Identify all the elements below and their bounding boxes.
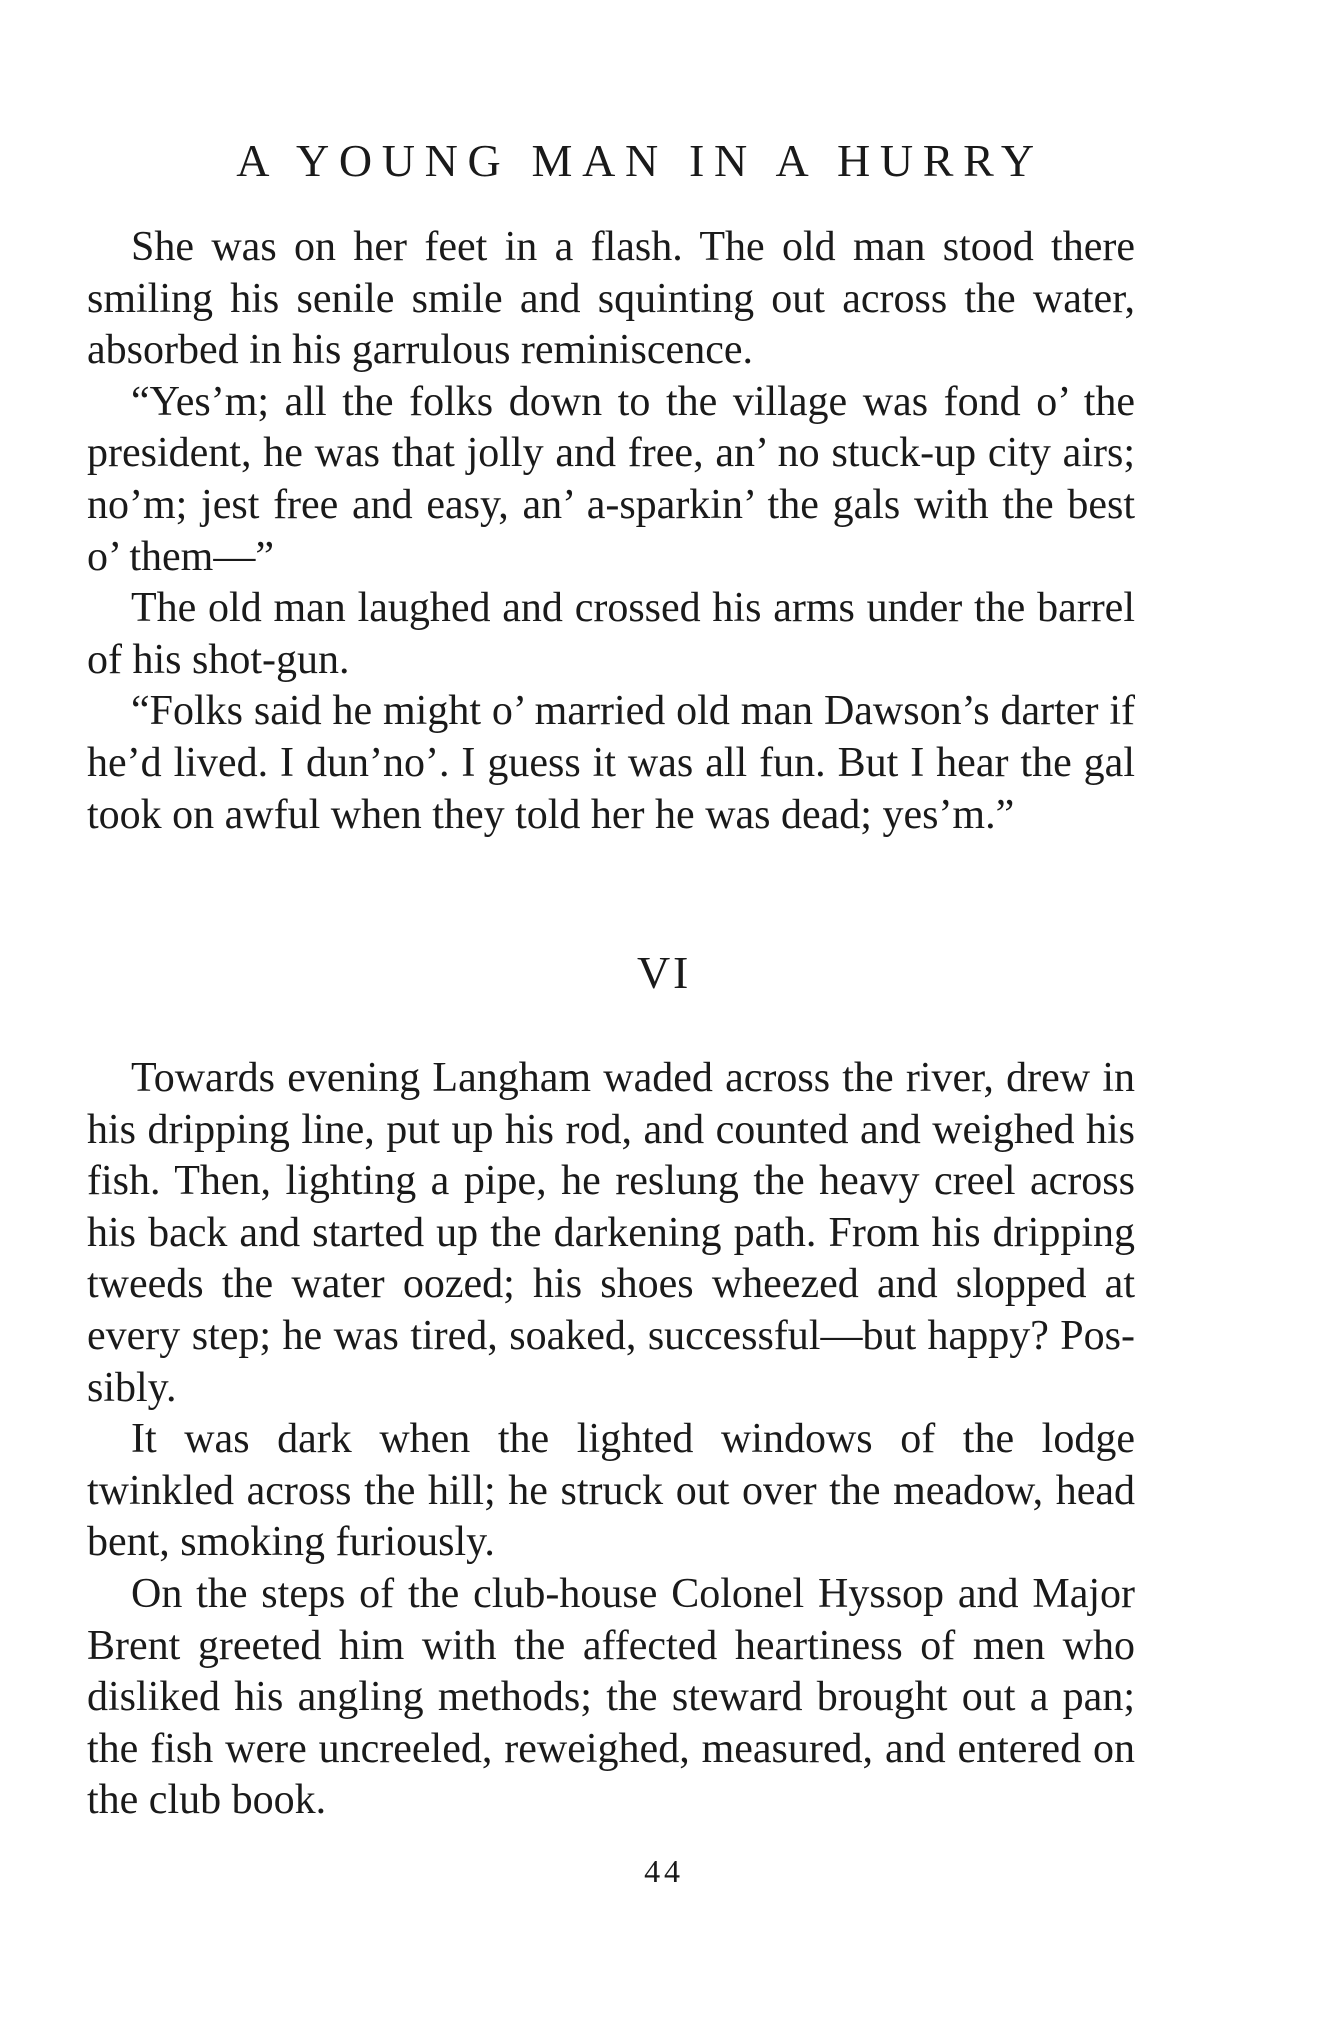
page-number: 44 [644,1853,684,1889]
text-block-after-chapter [87,1053,1135,1827]
paragraph: “Folks said he might o’ married old man Dawson’s darter if he’d lived. I dun’no’. I guess it was all fun. But I hear the gal took on awful when they told her he was dead; yes’m.” [87,688,1135,838]
paragraph: Towards evening Langham waded across the river, drew in his dripping line, put up his rod, and counted and weighed his fish. Then, lighting a pipe, he reslung the heavy creel across his back and started up the darkening path. From his dripping tweeds the water oozed; his shoes wheezed and slopped at every step; he was tired, soaked, successful—but happy? Possibly. [87,1055,1135,1411]
running-head: A YOUNG MAN IN A HURRY [236,135,1044,186]
paragraph: She was on her feet in a flash. The old man stood there smiling his senile smile and squinting out across the water, absorbed in his garrulous reminiscence. [87,224,1135,374]
paragraph: On the steps of the club-house Colonel Hyssop and Major Brent greeted him with the affected heartiness of men who disliked his angling methods; the steward brought out a pan; the fish were uncreeled, reweighed, measured, and entered on the club book. [87,1570,1135,1824]
paragraph: The old man laughed and crossed his arms under the barrel of his shot-gun. [87,585,1135,683]
paragraph: It was dark when the lighted windows of the lodge twinkled across the hill; he struck out over the meadow, head bent, smoking furiously. [87,1416,1135,1566]
paragraph: “Yes’m; all the folks down to the village was fond o’ the president, he was that jolly and free, an’ no stuck-up city airs; no’m; jest free and easy, an’ a-sparkin’ the gals with the best o’ them—” [87,378,1135,580]
text-block-before-chapter [87,222,1135,841]
chapter-heading: VI [636,947,692,998]
